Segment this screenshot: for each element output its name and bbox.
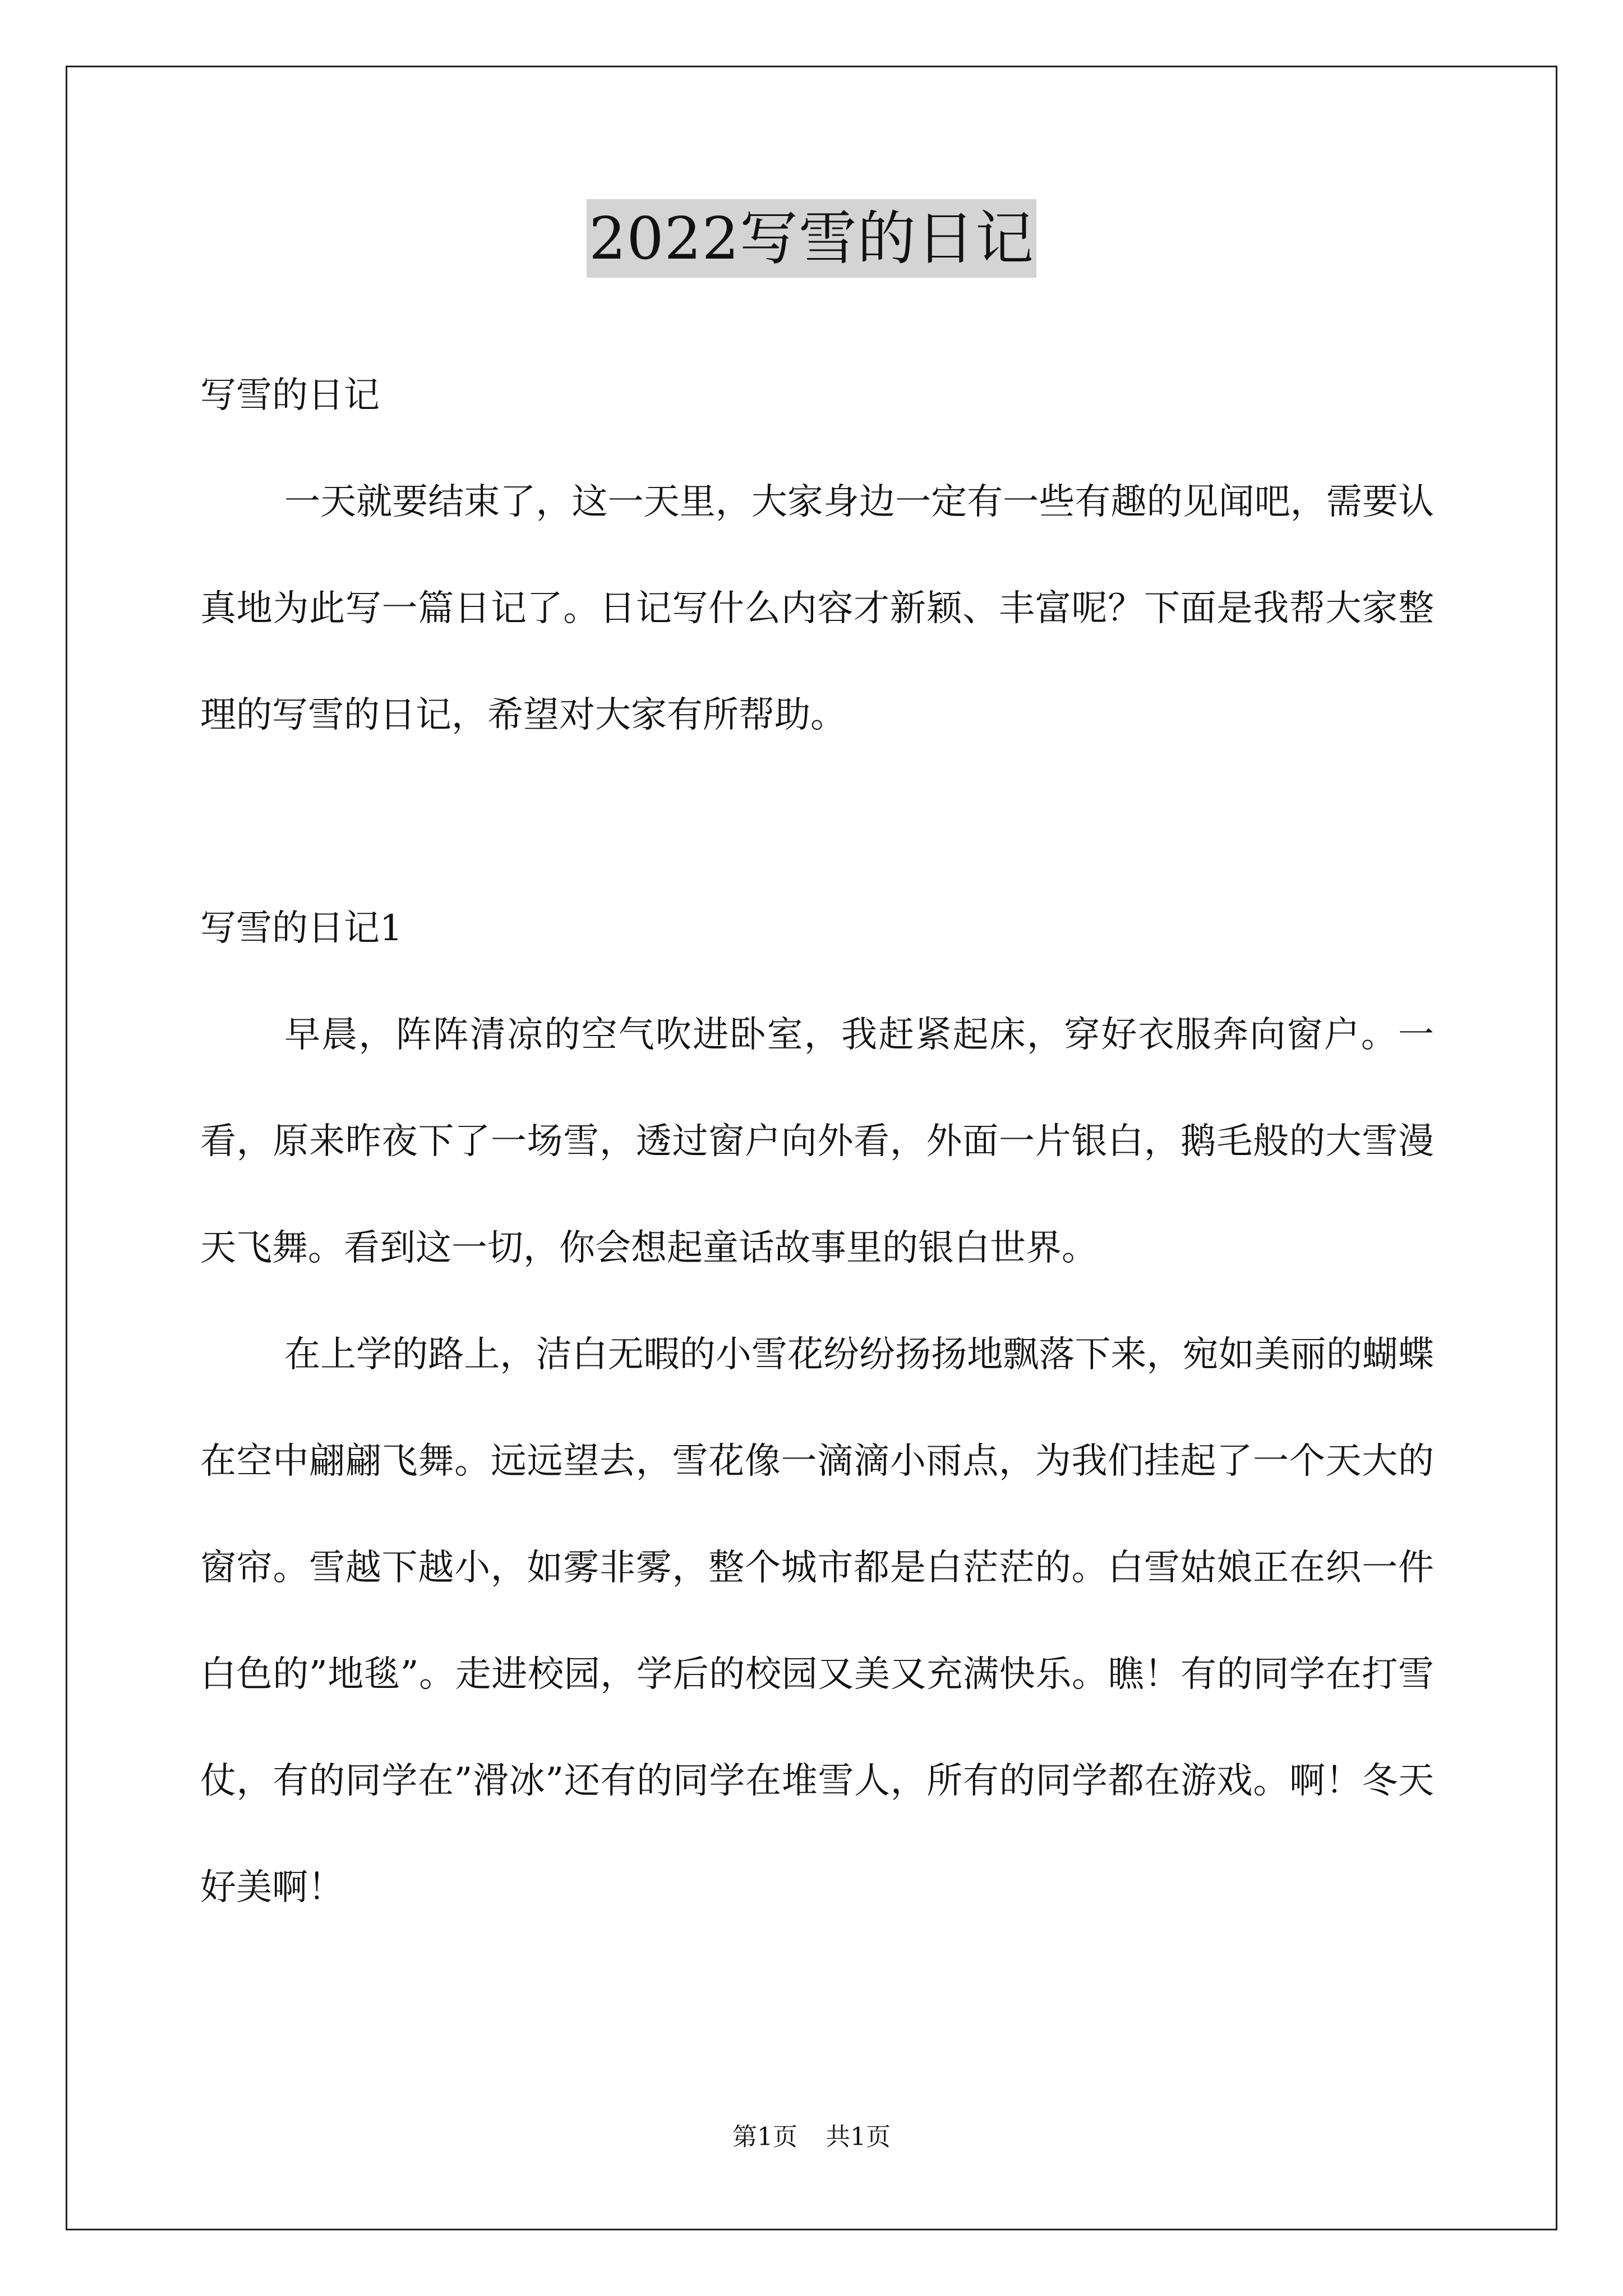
title-container xyxy=(0,199,1623,278)
page-number: 第1页 xyxy=(732,2123,797,2151)
intro-paragraph: 一天就要结束了，这一天里，大家身边一定有一些有趣的见闻吧，需要认真地为此写一篇日记了。日记写什么内容才新颖、丰富呢？下面是我帮大家整理的写雪的日记，希望对大家有所帮助。 xyxy=(200,481,1434,736)
body-paragraph: 在上学的路上，洁白无暇的小雪花纷纷扬扬地飘落下来，宛如美丽的蝴蝶在空中翩翩飞舞。远远望去，雪花像一滴滴小雨点，为我们挂起了一个天大的窗帘。雪越下越小，如雾非雾，整个城市都是白茫茫的。白雪姑娘正在织一件白色的”地毯”。走进校园，学后的校园又美又充满快乐。瞧！有的同学在打雪仗，有的同学在”滑冰”还有的同学在堆雪人，所有的同学都在游戏。啊！冬天好美啊！ xyxy=(200,1334,1434,1908)
blank-line xyxy=(200,769,1434,875)
section-heading: 写雪的日记1 xyxy=(200,908,403,949)
document-title: 2022写雪的日记 xyxy=(587,199,1036,278)
page-total: 共1页 xyxy=(826,2123,891,2151)
section-heading: 写雪的日记 xyxy=(200,375,380,416)
body-paragraph: 早晨，阵阵清凉的空气吹进卧室，我赶紧起床，穿好衣服奔向窗户。一看，原来昨夜下了一场雪，透过窗户向外看，外面一片银白，鹅毛般的大雪漫天飞舞。看到这一切，你会想起童话故事里的银白世界。 xyxy=(200,1014,1434,1269)
document-body xyxy=(200,342,1434,1941)
page-footer xyxy=(0,2120,1623,2154)
